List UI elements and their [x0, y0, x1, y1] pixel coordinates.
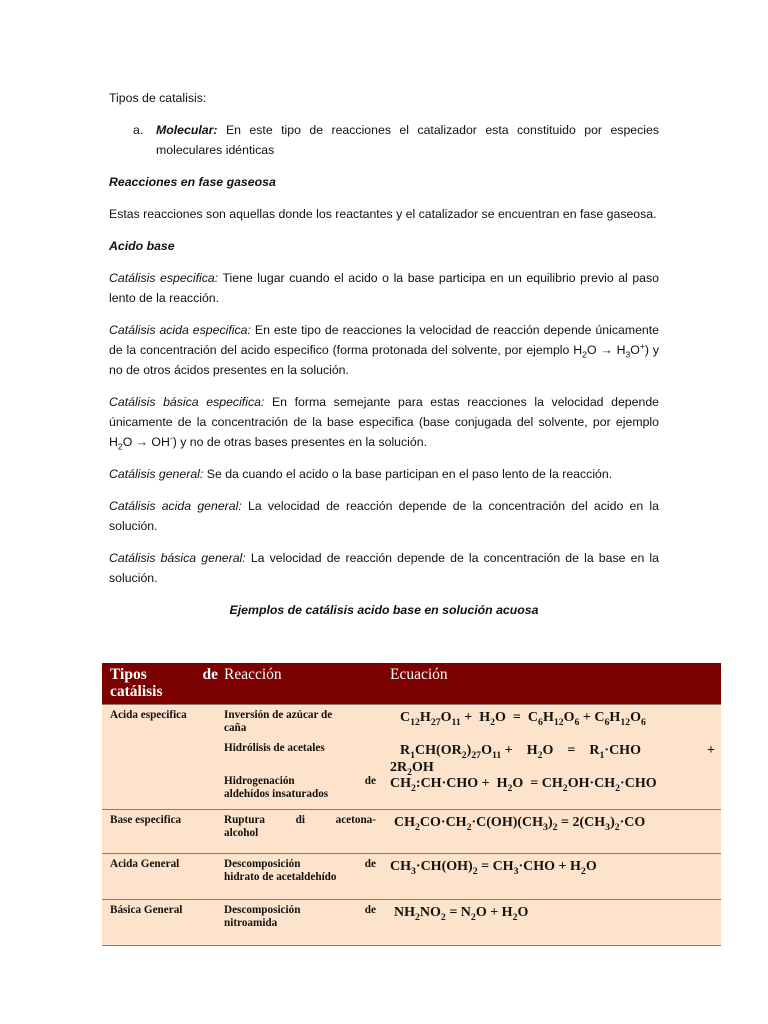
- header-tipos: [102, 663, 224, 705]
- document-body: [109, 88, 659, 620]
- list-marker: a.: [133, 123, 144, 137]
- section-title-acido-base: Acido base: [109, 239, 175, 253]
- equation: $R_1CH(OR_2)_{27}O_{11}$ + $H_2O$ = $R_1\cdot CHO$ + $2R_2OH$: [390, 743, 715, 778]
- definition: En este tipo de reacciones la velocidad de reacción depende únicamente de la concentración del acido especifico (forma protonada del solvente, por ejemplo H: [109, 323, 660, 357]
- paragraph-acida-general: [109, 496, 659, 536]
- cell-ecuacion: [382, 705, 721, 810]
- table-row: [102, 810, 721, 854]
- paragraph-basica-general: [109, 548, 659, 588]
- definition: Se da cuando el acido o la base participan en el paso lento de la reacción.: [203, 467, 613, 481]
- list-description: En este tipo de reacciones el catalizador esta constituido por especies moleculares idénticas: [156, 123, 659, 157]
- list-term: Molecular:: [156, 123, 218, 137]
- paragraph-catalisis-especifica: [109, 268, 659, 308]
- header-reaccion: Reacción: [224, 663, 382, 705]
- definition: La velocidad de reacción depende de la concentración del acido en la solución.: [109, 499, 660, 533]
- definition: La velocidad de reacción depende de la concentración de la base en la solución.: [109, 551, 659, 585]
- cell-ecuacion: [382, 810, 721, 854]
- reaction-text: caña: [224, 722, 247, 734]
- section-title-gas: Reacciones en fase gaseosa: [109, 175, 276, 189]
- equation: $CH_2:CH\cdot CHO + H_2O = CH_2OH\cdot CH_2\cdot CHO$: [390, 776, 657, 794]
- reaction-item: [224, 709, 376, 742]
- term: Catálisis básica especifica:: [109, 395, 265, 409]
- header-tipos-word: de: [202, 666, 218, 683]
- table-header-row: [102, 663, 721, 705]
- header-ecuacion: Ecuación: [382, 663, 721, 705]
- table-row: [102, 854, 721, 900]
- page-heading: Tipos de catalisis:: [109, 91, 207, 105]
- definition: En forma semejante para estas reacciones la velocidad depende únicamente de la concentración de la base especifica (base conjugada del solvente, por ejemplo H: [109, 395, 660, 449]
- definition-cont: O → OH: [122, 435, 170, 449]
- header-tipos-word: catálisis: [110, 683, 163, 700]
- cell-tipo: Acida General: [102, 854, 224, 900]
- reaction-item: [224, 775, 376, 809]
- equation: $CH_3\cdot CH(OH)_2 = CH_3\cdot CHO + H_2O$: [390, 859, 597, 877]
- definition-cont: O → H: [586, 343, 626, 357]
- cell-reaccion: [224, 854, 382, 900]
- reaction-text: aldehídos insaturados: [224, 788, 329, 800]
- equation: $NH_2NO_2 = N_2O + H_2O$: [394, 905, 529, 923]
- cell-tipo: Base especifica: [102, 810, 224, 854]
- definition-cont: O: [630, 343, 640, 357]
- paragraph-gas: Estas reacciones son aquellas donde los reactantes y el catalizador se encuentran en fase gaseosa.: [109, 207, 657, 221]
- definition-end: ) y no de otros ácidos presentes en la solución.: [109, 343, 659, 377]
- equation: $CH_2CO\cdot CH_2\cdot C(OH)(CH_3)_2 = 2(CH_3)_2\cdot CO$: [394, 815, 646, 833]
- definition-end: ) y no de otras bases presentes en la solución.: [172, 435, 427, 449]
- cell-ecuacion: [382, 854, 721, 900]
- cell-ecuacion: [382, 900, 721, 946]
- table-caption: Ejemplos de catálisis acido base en solución acuosa: [229, 603, 539, 617]
- term: Catálisis acida especifica:: [109, 323, 251, 337]
- table-row: [102, 705, 721, 810]
- header-tipos-word: Tipos: [110, 666, 147, 683]
- definition: Tiene lugar cuando el acido o la base participa en un equilibrio previo al paso lento de la reacción.: [109, 271, 660, 305]
- term: Catálisis acida general:: [109, 499, 242, 513]
- table-row: [102, 900, 721, 946]
- cell-tipo: Acida especifica: [102, 705, 224, 810]
- cell-reaccion: [224, 900, 382, 946]
- reaction-text: hidrato de acetaldehído: [224, 871, 337, 883]
- reaction-text: Ruptura di acetona-: [224, 814, 376, 826]
- subscript: 3: [625, 349, 631, 360]
- reaction-text: nitroamida: [224, 917, 278, 929]
- reaction-text: Descomposición de: [224, 904, 376, 916]
- paragraph-catalisis-general: [109, 464, 659, 484]
- list-item: [109, 120, 659, 160]
- paragraph-acida-especifica: [109, 320, 659, 380]
- term: Catálisis especifica:: [109, 271, 219, 285]
- cell-reaccion: [224, 810, 382, 854]
- superscript: +: [639, 340, 645, 351]
- equation: $C_{12}H_{27}O_{11} + H_2O = C_6H_{12}O_6 + C_6H_{12}O_6$: [400, 710, 646, 728]
- superscript: -: [169, 432, 173, 443]
- cell-tipo: Básica General: [102, 900, 224, 946]
- catalysis-table: [102, 663, 721, 946]
- reaction-text: Hidrogenación de: [224, 775, 376, 787]
- term: Catálisis general:: [109, 467, 204, 481]
- term: Catálisis básica general:: [109, 551, 246, 565]
- subscript: 2: [117, 441, 123, 452]
- reaction-item: [224, 742, 376, 775]
- reaction-text: Descomposición de: [224, 858, 376, 870]
- subscript: 2: [582, 349, 587, 360]
- reaction-text: Inversión de azúcar de: [224, 709, 333, 721]
- cell-reaccion: [224, 705, 382, 810]
- list-item-text: [156, 120, 659, 160]
- reaction-text: alcohol: [224, 827, 259, 839]
- reaction-text: Hidrólisis de acetales: [224, 742, 325, 754]
- paragraph-basica-especifica: [109, 392, 659, 452]
